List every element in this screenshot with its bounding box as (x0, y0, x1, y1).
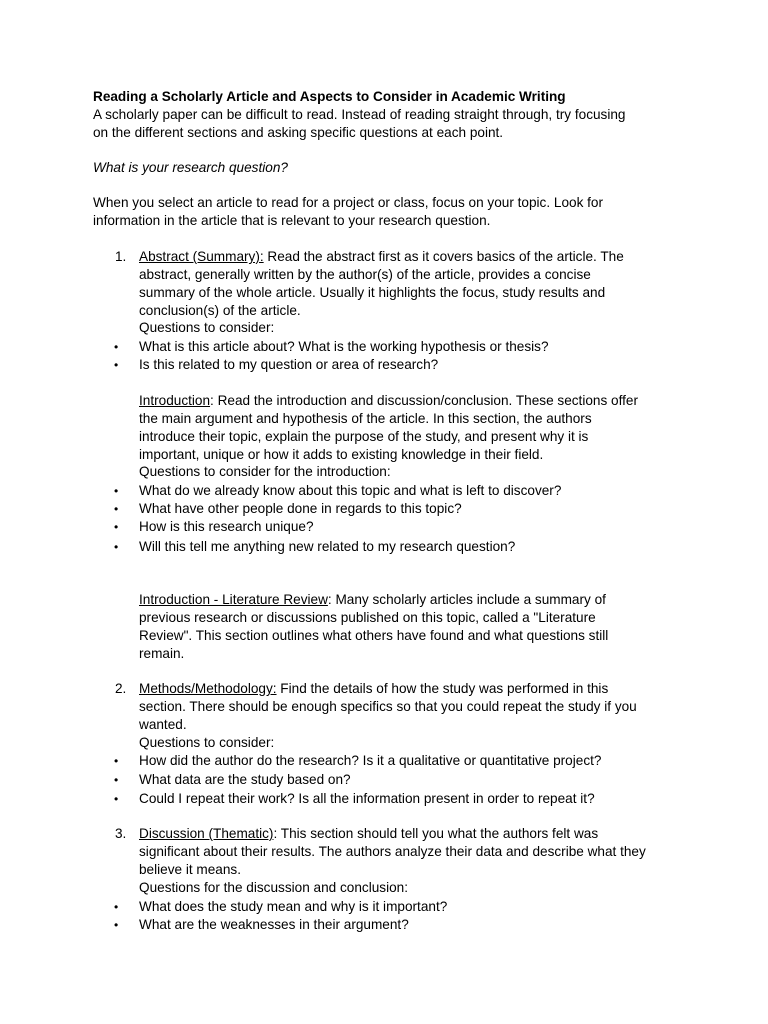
introduction-line: important, unique or how it adds to existing knowledge in their field. (139, 447, 544, 462)
list-number: 1. (115, 249, 127, 264)
discussion-first-line (139, 825, 598, 843)
introduction-line: the main argument and hypothesis of the article. In this section, the authors (139, 411, 592, 426)
bullet-item: What is this article about? What is the working hypothesis or thesis? (139, 339, 549, 354)
bullet-item: What does the study mean and why is it important? (139, 899, 448, 914)
discussion-line: believe it means. (139, 862, 242, 877)
abstract-line: conclusion(s) of the article. (139, 303, 301, 318)
abstract-first-line (139, 248, 624, 266)
questions-label: Questions for the discussion and conclusion: (139, 880, 409, 895)
select-paragraph-line: When you select an article to read for a project or class, focus on your topic. Look for (93, 195, 604, 210)
bullet-item: What have other people done in regards to this topic? (139, 501, 462, 516)
literature-review-label: Introduction - Literature Review (139, 592, 328, 607)
introduction-first-line (139, 392, 638, 410)
introduction-label: Introduction (139, 393, 211, 408)
discussion-text: : This section should tell you what the authors felt was (273, 826, 599, 841)
bullet-item: How is this research unique? (139, 519, 314, 534)
abstract-label: Abstract (Summary): (139, 249, 264, 264)
bullet-icon: • (114, 340, 119, 354)
abstract-text: Read the abstract first as it covers basics of the article. The (263, 249, 624, 264)
intro-line: A scholarly paper can be difficult to read. Instead of reading straight through, try focusing (93, 107, 626, 122)
bullet-icon: • (114, 918, 119, 932)
bullet-icon: • (114, 540, 119, 554)
intro-line: on the different sections and asking specific questions at each point. (93, 125, 504, 140)
bullet-item: What are the weaknesses in their argument? (139, 917, 409, 932)
abstract-line: summary of the whole article. Usually it highlights the focus, study results and (139, 285, 606, 300)
questions-label: Questions to consider: (139, 735, 275, 750)
bullet-icon: • (114, 792, 119, 806)
discussion-label: Discussion (Thematic) (139, 826, 274, 841)
bullet-icon: • (114, 358, 119, 372)
methods-line: section. There should be enough specifics so that you could repeat the study if you (139, 699, 637, 714)
discussion-line: significant about their results. The authors analyze their data and describe what they (139, 844, 646, 859)
bullet-icon: • (114, 502, 119, 516)
introduction-line: introduce their topic, explain the purpose of the study, and present why it is (139, 429, 589, 444)
questions-label: Questions to consider: (139, 320, 275, 335)
list-number: 3. (115, 826, 127, 841)
bullet-icon: • (114, 900, 119, 914)
abstract-line: abstract, generally written by the author(s) of the article, provides a concise (139, 267, 591, 282)
bullet-item: Is this related to my question or area of research? (139, 357, 439, 372)
bullet-icon: • (114, 754, 119, 768)
methods-label: Methods/Methodology: (139, 681, 277, 696)
literature-review-line: remain. (139, 646, 185, 661)
literature-review-line: previous research or discussions published on this topic, called a "Literature (139, 610, 596, 625)
bullet-icon: • (114, 484, 119, 498)
list-number: 2. (115, 681, 127, 696)
document-title: Reading a Scholarly Article and Aspects to Consider in Academic Writing (93, 89, 566, 104)
methods-line: wanted. (139, 717, 187, 732)
bullet-icon: • (114, 520, 119, 534)
bullet-item: Will this tell me anything new related to my research question? (139, 539, 516, 554)
bullet-icon: • (114, 773, 119, 787)
literature-review-line: Review". This section outlines what others have found and what questions still (139, 628, 609, 643)
research-question-heading: What is your research question? (93, 160, 288, 175)
bullet-item: How did the author do the research? Is it a qualitative or quantitative project? (139, 753, 602, 768)
bullet-item: Could I repeat their work? Is all the information present in order to repeat it? (139, 791, 595, 806)
bullet-item: What do we already know about this topic and what is left to discover? (139, 483, 562, 498)
literature-review-first-line (139, 591, 606, 609)
methods-text: Find the details of how the study was performed in this (276, 681, 609, 696)
literature-review-text: : Many scholarly articles include a summary of (327, 592, 606, 607)
select-paragraph-line: information in the article that is relevant to your research question. (93, 213, 491, 228)
methods-first-line (139, 680, 608, 698)
bullet-item: What data are the study based on? (139, 772, 351, 787)
introduction-text: : Read the introduction and discussion/conclusion. These sections offer (210, 393, 639, 408)
questions-label: Questions to consider for the introduction: (139, 464, 391, 479)
